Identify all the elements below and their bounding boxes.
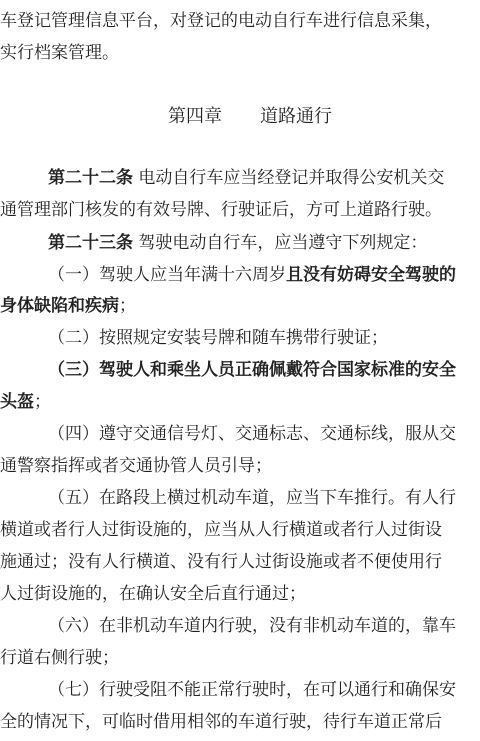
list-item-line [0, 421, 480, 447]
chapter-title: 道路通行 [260, 106, 332, 127]
text-line [0, 453, 480, 479]
list-item-line [0, 262, 480, 288]
text-run-bold: 头盔 [0, 392, 34, 412]
article-number: 第二十二条 [48, 168, 133, 188]
text-line [0, 645, 480, 671]
chapter-heading [0, 104, 480, 130]
list-item-line [0, 677, 480, 703]
text-run: （五）在路段上横过机动车道，应当下车推行。 [48, 488, 405, 508]
text-run-bold: （三）驾驶人和乘坐人员正确佩戴符合国家标准的安全 [48, 360, 456, 380]
text-run-bold: 身体缺陷和疾病 [0, 296, 119, 316]
text-run: 人过街设施的，在确认安全后直行通过； [0, 584, 306, 604]
text-run: 靠车 [422, 616, 456, 636]
text-run: 驾驶电动自行车，应当遵守下列规定： [133, 233, 428, 253]
article-number: 第二十三条 [48, 233, 133, 253]
text-run: 通警察指挥或者交通协管人员引导； [0, 456, 272, 476]
text-line [0, 581, 480, 607]
text-run: 通管理部门核发的有效号牌、行驶证后，方可上道路行驶。 [0, 200, 442, 220]
text-run: （二）按照规定安装号牌和随车携带行驶证； [48, 328, 388, 348]
text-run: 电动自行车应当经登记并取得公安机关交 [133, 168, 445, 188]
text-run-bold: 且没有妨碍安全驾驶的 [286, 265, 456, 285]
text-line [0, 8, 480, 34]
text-run: 实行档案管理。 [0, 43, 119, 63]
article-line [0, 230, 480, 256]
text-run: 横道或者行人过街设施的，应当从人行横道或者行人过街设 [0, 520, 442, 540]
text-run: （一）驾驶人应当年满十六周岁 [48, 265, 286, 285]
text-run: （七）行驶受阻不能正常行驶时，在可以通行和确保安 [48, 680, 456, 700]
list-item-line [0, 613, 480, 639]
text-run: ； [34, 392, 51, 412]
text-run: 车登记管理信息平台，对登记的电动自行车进行信息采集， [0, 11, 442, 31]
list-item-line [0, 357, 480, 383]
list-item-line [0, 325, 480, 351]
text-run: ； [119, 296, 136, 316]
list-item-line [0, 485, 480, 511]
text-line [0, 389, 480, 415]
text-line [0, 549, 480, 575]
text-run: （四）遵守交通信号灯、交通标志、交通标线，服从交 [48, 424, 456, 444]
article-line [0, 165, 480, 191]
text-run: 施通过；没有人行横道、没有行人过街设施或者不便使用行 [0, 552, 442, 572]
text-run: （六）在非机动车道内行驶，没有非机动车道的， [48, 616, 422, 636]
text-line [0, 197, 480, 223]
chapter-number: 第四章 [168, 106, 222, 127]
text-line [0, 517, 480, 543]
text-line [0, 293, 480, 319]
text-line [0, 709, 480, 735]
text-run: 有人行 [405, 488, 456, 508]
text-run: 行道右侧行驶； [0, 648, 119, 668]
text-run: 全的情况下，可临时借用相邻的车道行驶，待行车道正常后 [0, 712, 442, 732]
text-line [0, 40, 480, 66]
